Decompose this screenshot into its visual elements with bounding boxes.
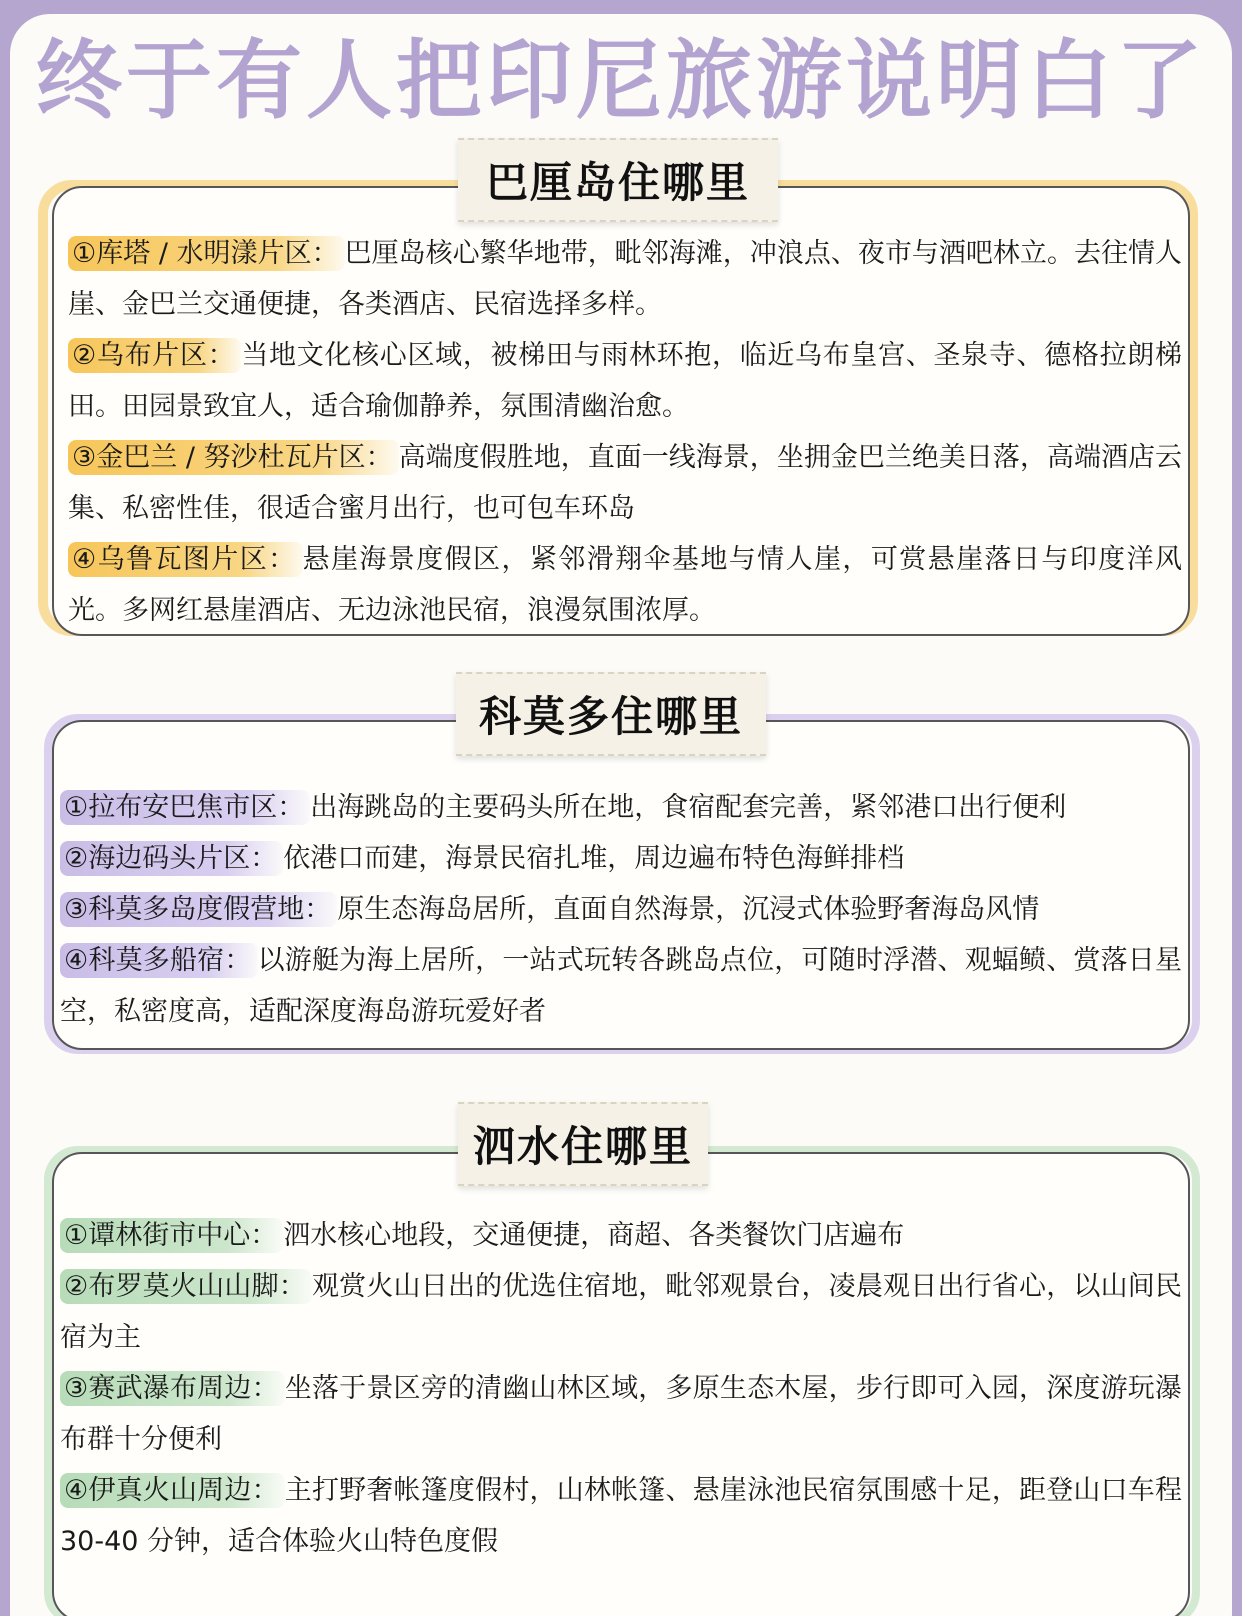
item-label: ④伊真火山周边： bbox=[60, 1473, 285, 1508]
item-label: ①库塔 / 水明漾片区： bbox=[68, 236, 345, 271]
section-surabaya-list bbox=[60, 1210, 1182, 1567]
list-item bbox=[60, 1363, 1182, 1465]
section-bali-heading: 巴厘岛住哪里 bbox=[458, 138, 778, 222]
item-label: ④乌鲁瓦图片区： bbox=[68, 542, 303, 577]
item-text: 出海跳岛的主要码头所在地，食宿配套完善，紧邻港口出行便利 bbox=[310, 792, 1067, 823]
item-text: 依港口而建，海景民宿扎堆，周边遍布特色海鲜排档 bbox=[283, 843, 905, 874]
list-item bbox=[60, 935, 1182, 1037]
list-item bbox=[60, 1210, 1182, 1261]
section-komodo-heading: 科莫多住哪里 bbox=[456, 672, 766, 756]
list-item bbox=[68, 330, 1182, 432]
item-text: 泗水核心地段，交通便捷，商超、各类餐饮门店遍布 bbox=[283, 1220, 905, 1251]
item-text: 以游艇为海上居所，一站式玩转各跳岛点位，可随时浮潜、观蝠鲼、赏落日星空，私密度高，适配深度海岛游玩爱好者 bbox=[60, 945, 1182, 1027]
section-bali bbox=[52, 158, 1190, 638]
item-text: 巴厘岛核心繁华地带，毗邻海滩，冲浪点、夜市与酒吧林立。去往情人崖、金巴兰交通便捷，各类酒店、民宿选择多样。 bbox=[68, 238, 1182, 320]
section-komodo-list bbox=[60, 782, 1182, 1037]
item-label: ③科莫多岛度假营地： bbox=[60, 892, 337, 927]
item-label: ②乌布片区： bbox=[68, 338, 241, 373]
item-text: 观赏火山日出的优选住宿地，毗邻观景台，凌晨观日出行省心，以山间民宿为主 bbox=[60, 1271, 1182, 1353]
list-item bbox=[60, 1261, 1182, 1363]
list-item bbox=[60, 833, 1182, 884]
list-item bbox=[68, 432, 1182, 534]
section-bali-list bbox=[68, 228, 1182, 636]
list-item bbox=[60, 1465, 1182, 1567]
list-item bbox=[68, 228, 1182, 330]
item-text: 主打野奢帐篷度假村，山林帐篷、悬崖泳池民宿氛围感十足，距登山口车程 30-40 分钟，适合体验火山特色度假 bbox=[60, 1475, 1182, 1557]
section-surabaya bbox=[52, 1122, 1190, 1616]
item-text: 坐落于景区旁的清幽山林区域，多原生态木屋，步行即可入园，深度游玩瀑布群十分便利 bbox=[60, 1373, 1182, 1455]
item-text: 高端度假胜地，直面一线海景，坐拥金巴兰绝美日落，高端酒店云集、私密性佳，很适合蜜月出行，也可包车环岛 bbox=[68, 442, 1183, 524]
item-text: 原生态海岛居所，直面自然海景，沉浸式体验野奢海岛风情 bbox=[337, 894, 1040, 925]
page-title: 终于有人把印尼旅游说明白了 bbox=[36, 31, 1206, 131]
item-label: ②布罗莫火山山脚： bbox=[60, 1269, 312, 1304]
item-label: ③赛武瀑布周边： bbox=[60, 1371, 285, 1406]
item-text: 当地文化核心区域，被梯田与雨林环抱，临近乌布皇宫、圣泉寺、德格拉朗梯田。田园景致宜人，适合瑜伽静养，氛围清幽治愈。 bbox=[68, 340, 1182, 422]
item-label: ①拉布安巴焦市区： bbox=[60, 790, 310, 825]
item-label: ③金巴兰 / 努沙杜瓦片区： bbox=[68, 440, 399, 475]
section-surabaya-heading: 泗水住哪里 bbox=[458, 1102, 708, 1186]
item-label: ①谭林街市中心： bbox=[60, 1218, 283, 1253]
item-label: ④科莫多船宿： bbox=[60, 943, 258, 978]
list-item bbox=[68, 534, 1182, 636]
item-label: ②海边码头片区： bbox=[60, 841, 283, 876]
list-item bbox=[60, 884, 1182, 935]
item-text: 悬崖海景度假区，紧邻滑翔伞基地与情人崖，可赏悬崖落日与印度洋风光。多网红悬崖酒店、无边泳池民宿，浪漫氛围浓厚。 bbox=[68, 544, 1182, 626]
section-komodo bbox=[52, 692, 1190, 1050]
list-item bbox=[60, 782, 1182, 833]
